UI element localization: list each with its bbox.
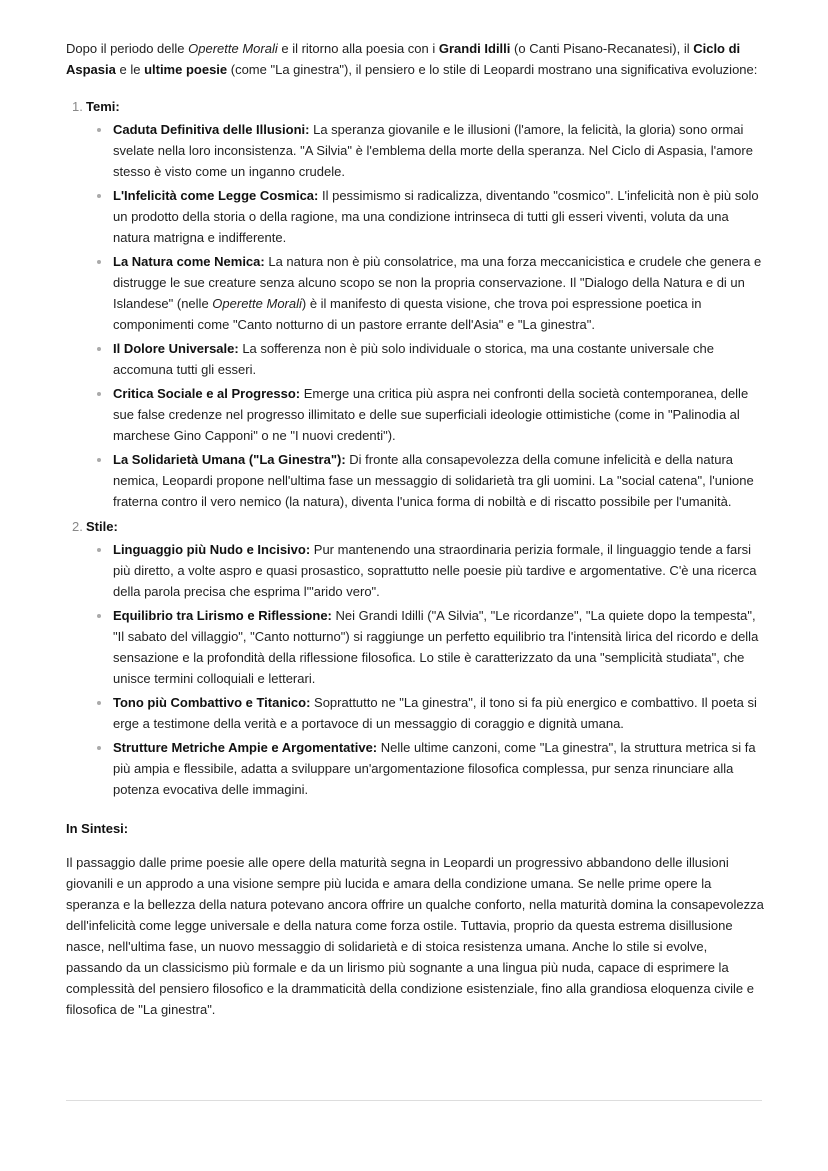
- item-label: Equilibrio tra Lirismo e Riflessione:: [113, 608, 332, 623]
- text: e le: [115, 62, 145, 77]
- sections-list: [66, 96, 764, 800]
- item-text: Di fronte alla consapevolezza della comune infelicità e della natura nemica, Leopardi propone nell'ultima fase un messaggio di solidarietà tra gli uomini. La "social catena", l'unione fraterna contro il vero nemico (la natura), diventa l'unica forma di nobiltà e di riscatto possibile per l'umanità.: [113, 452, 754, 509]
- bold-term: ultime poesie: [144, 62, 228, 77]
- section-stile: [66, 516, 764, 800]
- text: (come "La ginestra"), il pensiero e lo stile di Leopardi mostrano una significativa evoluzione:: [227, 62, 758, 77]
- list-item: [113, 692, 764, 734]
- section-title: Stile:: [86, 519, 118, 534]
- item-text: La sofferenza non è più solo individuale o storica, ma una costante universale che accomuna tutti gli esseri.: [113, 341, 714, 377]
- item-text: La natura non è più consolatrice, ma una forza meccanicistica e crudele che genera e distrugge le sue creature senza alcuno scopo se non la propria conservazione. Il "Dialogo della Natura e di un Islandese" (nelle: [113, 254, 762, 311]
- item-label: L'Infelicità come Legge Cosmica:: [113, 188, 319, 203]
- item-label: Linguaggio più Nudo e Incisivo:: [113, 542, 311, 557]
- item-text: Nei Grandi Idilli ("A Silvia", "Le ricordanze", "La quiete dopo la tempesta", "Il sabato del villaggio", "Canto notturno") si raggiunge un perfetto equilibrio tra l'intensità lirica del ricordo e della sensazione e la profondità della riflessione filosofica. Lo stile è caratterizzato da una "semplicità studiata", che unisce termini colloquiali e letterari.: [113, 608, 759, 686]
- item-text: Nelle ultime canzoni, come "La ginestra", la struttura metrica si fa più ampia e flessibile, adatta a sviluppare un'argomentazione filosofica complessa, pur senza rinunciare alla potenza evocativa delle immagini.: [113, 740, 756, 797]
- italic-title: Operette Morali: [212, 296, 302, 311]
- intro-paragraph: [66, 38, 764, 80]
- item-text: La speranza giovanile e le illusioni (l'amore, la felicità, la gloria) sono ormai svelate nella loro inconsistenza. "A Silvia" è l'emblema della morte della speranza. Nel Ciclo di Aspasia, l'amore stesso è visto come un inganno crudele.: [113, 122, 753, 179]
- bold-term: Ciclo di Aspasia: [66, 41, 741, 77]
- summary-paragraph: Il passaggio dalle prime poesie alle opere della maturità segna in Leopardi un progressivo abbandono delle illusioni giovanili e un approdo a una visione sempre più lucida e amara della condizione umana. Se nelle prime opere la speranza e la bellezza della natura potevano ancora offrire un qualche conforto, nella maturità domina la consapevolezza dell'infelicità come legge universale e della natura come forza ostile. Tuttavia, proprio da questa estrema disillusione nasce, nell'ultima fase, un nuovo messaggio di solidarietà e di stoica resistenza umana. Anche lo stile si evolve, passando da un classicismo più formale e da un lirismo più sognante a una lingua più nuda, capace di esprimere la complessità del pensiero filosofico e la drammaticità della condizione esistenziale, fino alla grandiosa eloquenza civile e filosofica de "La ginestra".: [66, 855, 764, 1017]
- bullet-list: [86, 119, 764, 512]
- bullet-list: [86, 539, 764, 800]
- item-text: Emerge una critica più aspra nei confronti della società contemporanea, delle sue false credenze nel progresso illimitato e delle sue superficiali ideologie ottimistiche (come in "Palinodia al marchese Gino Capponi" o ne "I nuovi credenti").: [113, 386, 749, 443]
- item-text: Pur mantenendo una straordinaria perizia formale, il linguaggio tende a farsi più diretto, a volte aspro e quasi prosastico, soprattutto nelle poesie più tardive e argomentative. C'è una ricerca della parola precisa che esprima l'"arido vero".: [113, 542, 757, 599]
- section-title: Temi:: [86, 99, 120, 114]
- list-item: [113, 539, 764, 602]
- section-temi: [66, 96, 764, 512]
- item-label: Caduta Definitiva delle Illusioni:: [113, 122, 310, 137]
- item-text: ) è il manifesto di questa visione, che trova poi espressione poetica in componimenti come "Canto notturno di un pastore errante dell'Asia" e "La ginestra".: [113, 296, 702, 332]
- list-item: [113, 737, 764, 800]
- text: e il ritorno alla poesia con i: [277, 41, 439, 56]
- bold-term: Grandi Idilli: [438, 41, 511, 56]
- horizontal-divider: [66, 1100, 762, 1101]
- list-item: [113, 251, 764, 335]
- list-item: [113, 338, 764, 380]
- italic-title: Operette Morali: [188, 41, 278, 56]
- text: Dopo il periodo delle: [66, 41, 189, 56]
- list-item: [113, 605, 764, 689]
- item-label: Critica Sociale e al Progresso:: [113, 386, 301, 401]
- list-item: [113, 383, 764, 446]
- summary-heading: [66, 818, 764, 839]
- item-label: La Natura come Nemica:: [113, 254, 265, 269]
- item-label: Strutture Metriche Ampie e Argomentative:: [113, 740, 378, 755]
- list-number: 1.: [72, 99, 83, 114]
- item-label: Tono più Combattivo e Titanico:: [113, 695, 311, 710]
- list-number: 2.: [72, 519, 83, 534]
- summary-heading-text: In Sintesi:: [66, 821, 129, 836]
- document-body: [66, 38, 764, 1020]
- list-item: [113, 185, 764, 248]
- item-text: Soprattutto ne "La ginestra", il tono si fa più energico e combattivo. Il poeta si erge a testimone della verità e a portavoce di un messaggio di coraggio e dignità umana.: [113, 695, 757, 731]
- item-text: Il pessimismo si radicalizza, diventando "cosmico". L'infelicità non è più solo un prodotto della storia o della ragione, ma una condizione intrinseca di tutti gli esseri viventi, voluta da una natura matrigna e indifferente.: [113, 188, 759, 245]
- item-label: Il Dolore Universale:: [113, 341, 239, 356]
- text: (o Canti Pisano-Recanatesi), il: [510, 41, 694, 56]
- list-item: [113, 119, 764, 182]
- list-item: [113, 449, 764, 512]
- item-label: La Solidarietà Umana ("La Ginestra"):: [113, 452, 346, 467]
